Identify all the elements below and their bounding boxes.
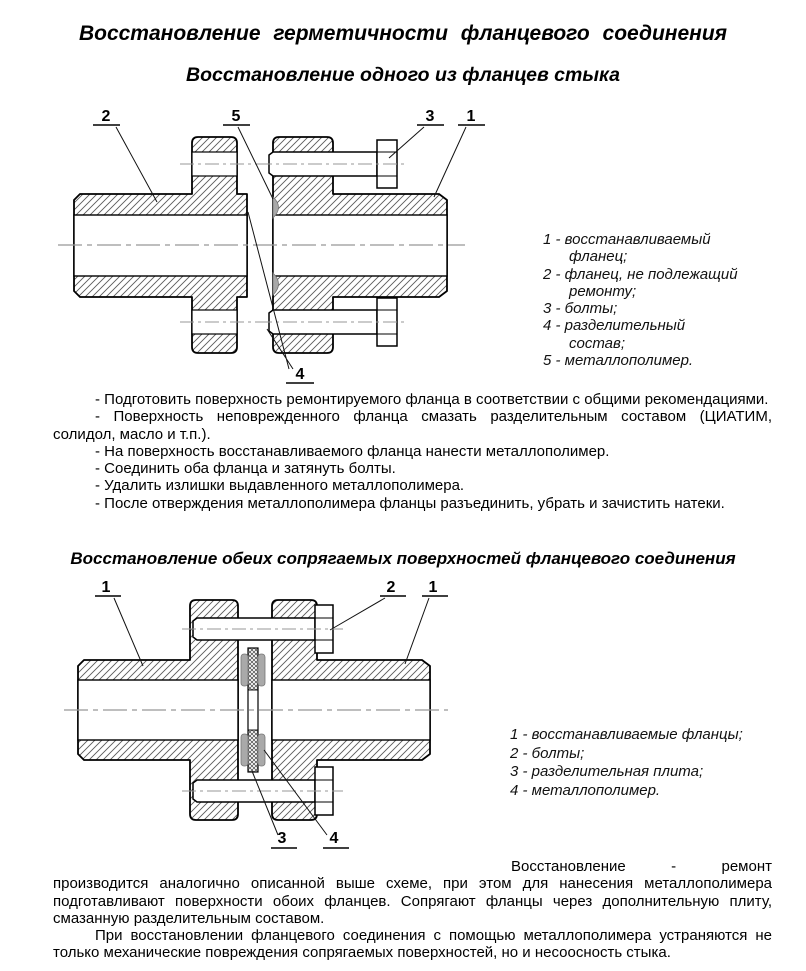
- diagram-single-flange-restoration: [30, 100, 530, 390]
- page-subtitle: Восстановление одного из фланцев стыка: [186, 64, 620, 86]
- legend-item: 1 - восстанавливаемые фланцы;: [510, 726, 743, 743]
- metallopolymer-pad: [241, 654, 248, 686]
- closing-word: -: [671, 858, 677, 875]
- legend-item: 3 - разделительная плита;: [510, 763, 704, 781]
- metallopolymer-pad: [241, 734, 248, 766]
- metallopolymer-pad: [258, 654, 265, 686]
- instruction-item: - Удалить излишки выдавленного металлополимера.: [95, 477, 465, 495]
- closing-word: Восстановление: [511, 858, 626, 875]
- legend-item: 4 - разделительный состав;: [543, 317, 686, 352]
- instruction-item: - На поверхность восстанавливаемого фланца нанести металлополимер.: [95, 442, 610, 460]
- legend-item: 1 - восстанавливаемый фланец;: [543, 231, 711, 266]
- legend-both-surfaces: [510, 726, 772, 800]
- closing-text: [53, 858, 772, 962]
- callout-3: 3: [425, 108, 435, 125]
- legend-item: 5 - металлополимер.: [543, 352, 694, 370]
- legend-item: 4 - металлополимер.: [510, 781, 661, 799]
- section-title: Восстановление обеих сопрягаемых поверхностей фланцевого соединения: [70, 549, 736, 568]
- legend-single-flange: [543, 231, 745, 369]
- instruction-item: - Подготовить поверхность ремонтируемого фланца в соответствии с общими рекомендациями.: [95, 391, 769, 408]
- closing-paragraph-2: При восстановлении фланцевого соединения с помощью металлополимера устраняются не только механические повреждения сопрягаемых поверхностей, но и несоосность стыка.: [53, 927, 772, 962]
- legend-item: 2 - фланец, не подлежащий ремонту;: [543, 265, 738, 300]
- callout-1: 1: [466, 108, 476, 125]
- separation-plate-top: [248, 648, 258, 690]
- legend-item: 3 - болты;: [543, 300, 618, 318]
- callout-1-right: 1: [428, 579, 438, 596]
- callout-2: 2: [101, 108, 111, 125]
- metallopolymer-pad: [258, 734, 265, 766]
- callout-4: 4: [295, 366, 305, 383]
- instruction-list: [53, 391, 772, 512]
- callout-3: 3: [277, 830, 287, 847]
- closing-word: ремонт: [721, 858, 772, 875]
- diagram-both-surfaces-restoration: [40, 578, 480, 868]
- separation-plate-bottom: [248, 730, 258, 772]
- callout-1-left: 1: [101, 579, 111, 596]
- instruction-item: - Поверхность неповрежденного фланца смазать разделительным составом (ЦИАТИМ, солидол, масло и т.п.).: [53, 408, 772, 443]
- callout-4: 4: [329, 830, 339, 847]
- instruction-item: - После отверждения металлополимера фланцы разъединить, убрать и зачистить натеки.: [95, 494, 725, 512]
- legend-item: 2 - болты;: [510, 744, 585, 762]
- callout-5: 5: [231, 108, 241, 125]
- closing-first-line: [53, 858, 772, 875]
- callout-2: 2: [386, 579, 396, 596]
- instruction-item: - Соединить оба фланца и затянуть болты.: [95, 460, 396, 478]
- closing-paragraph-1: производится аналогично описанной выше схеме, при этом для нанесения металлополимера подготавливают поверхности обоих фланцев. Сопрягают фланцы через дополнительную плиту, смазанную разделительным составом.: [53, 875, 772, 927]
- page-title: Восстановление герметичности фланцевого соединения: [78, 22, 728, 45]
